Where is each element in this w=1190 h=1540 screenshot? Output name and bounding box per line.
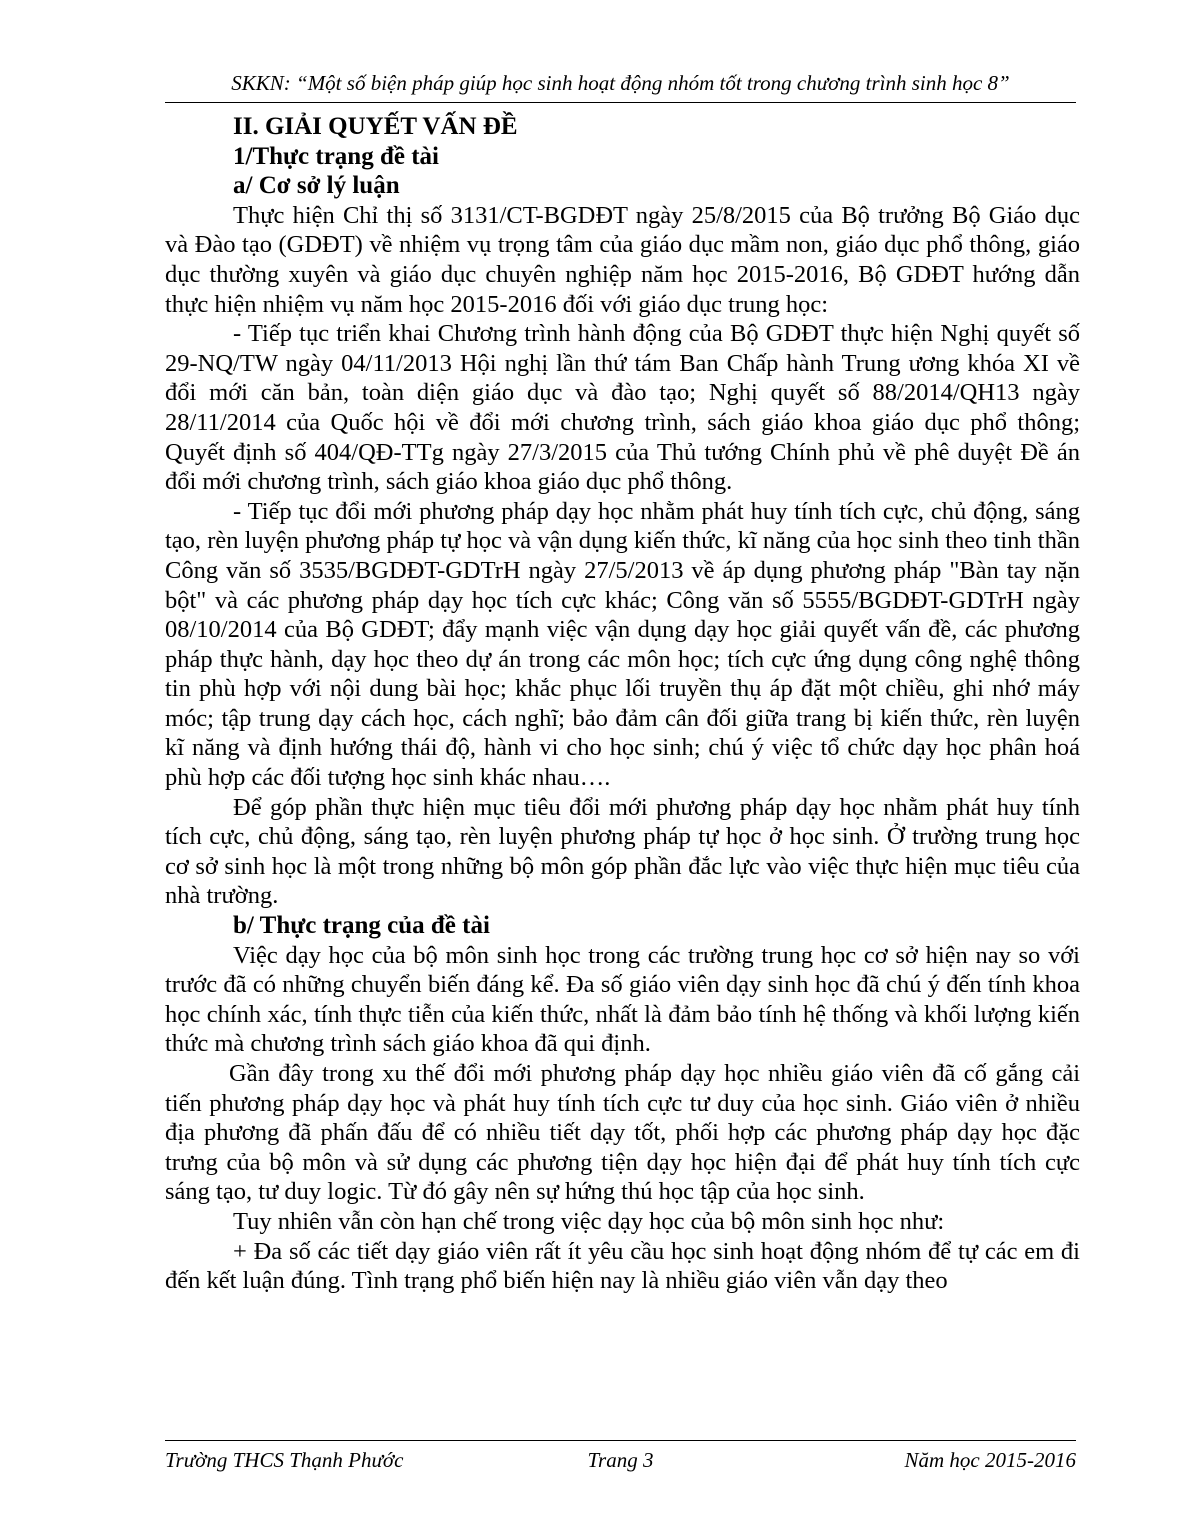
paragraph-6: Gần đây trong xu thế đổi mới phương pháp dạy học nhiều giáo viên đã cố gắng cải tiến phương pháp dạy học và phát huy tính tích cực tư duy của học sinh. Giáo viên ở nhiều địa phương đã phấn đấu để có nhiều tiết dạy tốt, phối hợp các phương pháp dạy học đặc trưng của bộ môn và sử dụng các phương tiện dạy học hiện đại để phát huy tính tích cực sáng tạo, tư duy logic. Từ đó gây nên sự hứng thú học tập của học sinh.	[165, 1060, 1080, 1206]
section-title: II. GIẢI QUYẾT VẤN ĐỀ	[233, 113, 518, 140]
paragraph-2: - Tiếp tục triển khai Chương trình hành động của Bộ GDĐT thực hiện Nghị quyết số 29-NQ/TW ngày 04/11/2013 Hội nghị lần thứ tám Ban Chấp hành Trung ương khóa XI về đổi mới căn bản, toàn diện giáo dục và đào tạo; Nghị quyết số 88/2014/QH13 ngày 28/11/2014 của Quốc hội về đổi mới chương trình, sách giáo khoa giáo dục phổ thông; Quyết định số 404/QĐ-TTg ngày 27/3/2015 của Thủ tướng Chính phủ về phê duyệt Đề án đổi mới chương trình, sách giáo khoa giáo dục phổ thông.	[165, 320, 1080, 496]
paragraph-1: Thực hiện Chỉ thị số 3131/CT-BGDĐT ngày 25/8/2015 của Bộ trưởng Bộ Giáo dục và Đào tạo (GDĐT) về nhiệm vụ trọng tâm của giáo dục mầm non, giáo dục phổ thông, giáo dục thường xuyên và giáo dục chuyên nghiệp năm học 2015-2016, Bộ GDĐT hướng dẫn thực hiện nhiệm vụ năm học 2015-2016 đối với giáo dục trung học:	[165, 201, 1080, 318]
footer-school: Trường THCS Thạnh Phước	[165, 1448, 404, 1472]
paragraph-4: Để góp phần thực hiện mục tiêu đổi mới phương pháp dạy học nhằm phát huy tính tích cực, chủ động, sáng tạo, rèn luyện phương pháp tự học ở học sinh. Ở trường trung học cơ sở sinh học là một trong những bộ môn góp phần đắc lực vào việc thực hiện mục tiêu của nhà trường.	[165, 793, 1080, 910]
footer-school-year: Năm học 2015-2016	[904, 1448, 1076, 1472]
paragraph-3: - Tiếp tục đổi mới phương pháp dạy học nhằm phát huy tính tích cực, chủ động, sáng tạo, rèn luyện phương pháp tự học và vận dụng kiến thức, kĩ năng của học sinh theo tinh thần Công văn số 3535/BGDĐT-GDTrH ngày 27/5/2013 về áp dụng phương pháp "Bàn tay nặn bột" và các phương pháp dạy học tích cực khác; Công văn số 5555/BGDĐT-GDTrH ngày 08/10/2014 của Bộ GDĐT; đẩy mạnh việc vận dụng dạy học giải quyết vấn đề, các phương pháp thực hành, dạy học theo dự án trong các môn học; tích cực ứng dụng công nghệ thông tin phù hợp với nội dung bài học; khắc phục lối truyền thụ áp đặt một chiều, ghi nhớ máy móc; tập trung dạy cách học, cách nghĩ; bảo đảm cân đối giữa trang bị kiến thức, rèn luyện kĩ năng và định hướng thái độ, hành vi cho học sinh; chú ý việc tổ chức dạy học phân hoá phù hợp các đối tượng học sinh khác nhau….	[165, 497, 1080, 792]
page-footer	[165, 1440, 1076, 1473]
paragraph-5: Việc dạy học của bộ môn sinh học trong các trường trung học cơ sở hiện nay so với trước đã có những chuyển biến đáng kể. Đa số giáo viên dạy sinh học đã chú ý đến tính khoa học chính xác, tính thực tiễn của kiến thức, nhất là đảm bảo tính hệ thống và khối lượng kiến thức mà chương trình sách giáo khoa đã qui định.	[165, 941, 1080, 1058]
running-header: SKKN: “Một số biện pháp giúp học sinh hoạt động nhóm tốt trong chương trình sinh học 8”	[165, 70, 1076, 103]
subsection-heading-1a: a/ Cơ sở lý luận	[233, 172, 400, 200]
paragraph-8: + Đa số các tiết dạy giáo viên rất ít yêu cầu học sinh hoạt động nhóm để tự các em đi đến kết luận đúng. Tình trạng phổ biến hiện nay là nhiều giáo viên vẫn dạy theo	[165, 1237, 1080, 1295]
subsection-heading-1b: b/ Thực trạng của đề tài	[233, 912, 490, 940]
paragraph-7: Tuy nhiên vẫn còn hạn chế trong việc dạy học của bộ môn sinh học như:	[233, 1207, 945, 1235]
footer-page-number: Trang 3	[587, 1448, 654, 1472]
subsection-heading-1: 1/Thực trạng đề tài	[233, 142, 439, 170]
page-content	[165, 112, 1080, 1296]
